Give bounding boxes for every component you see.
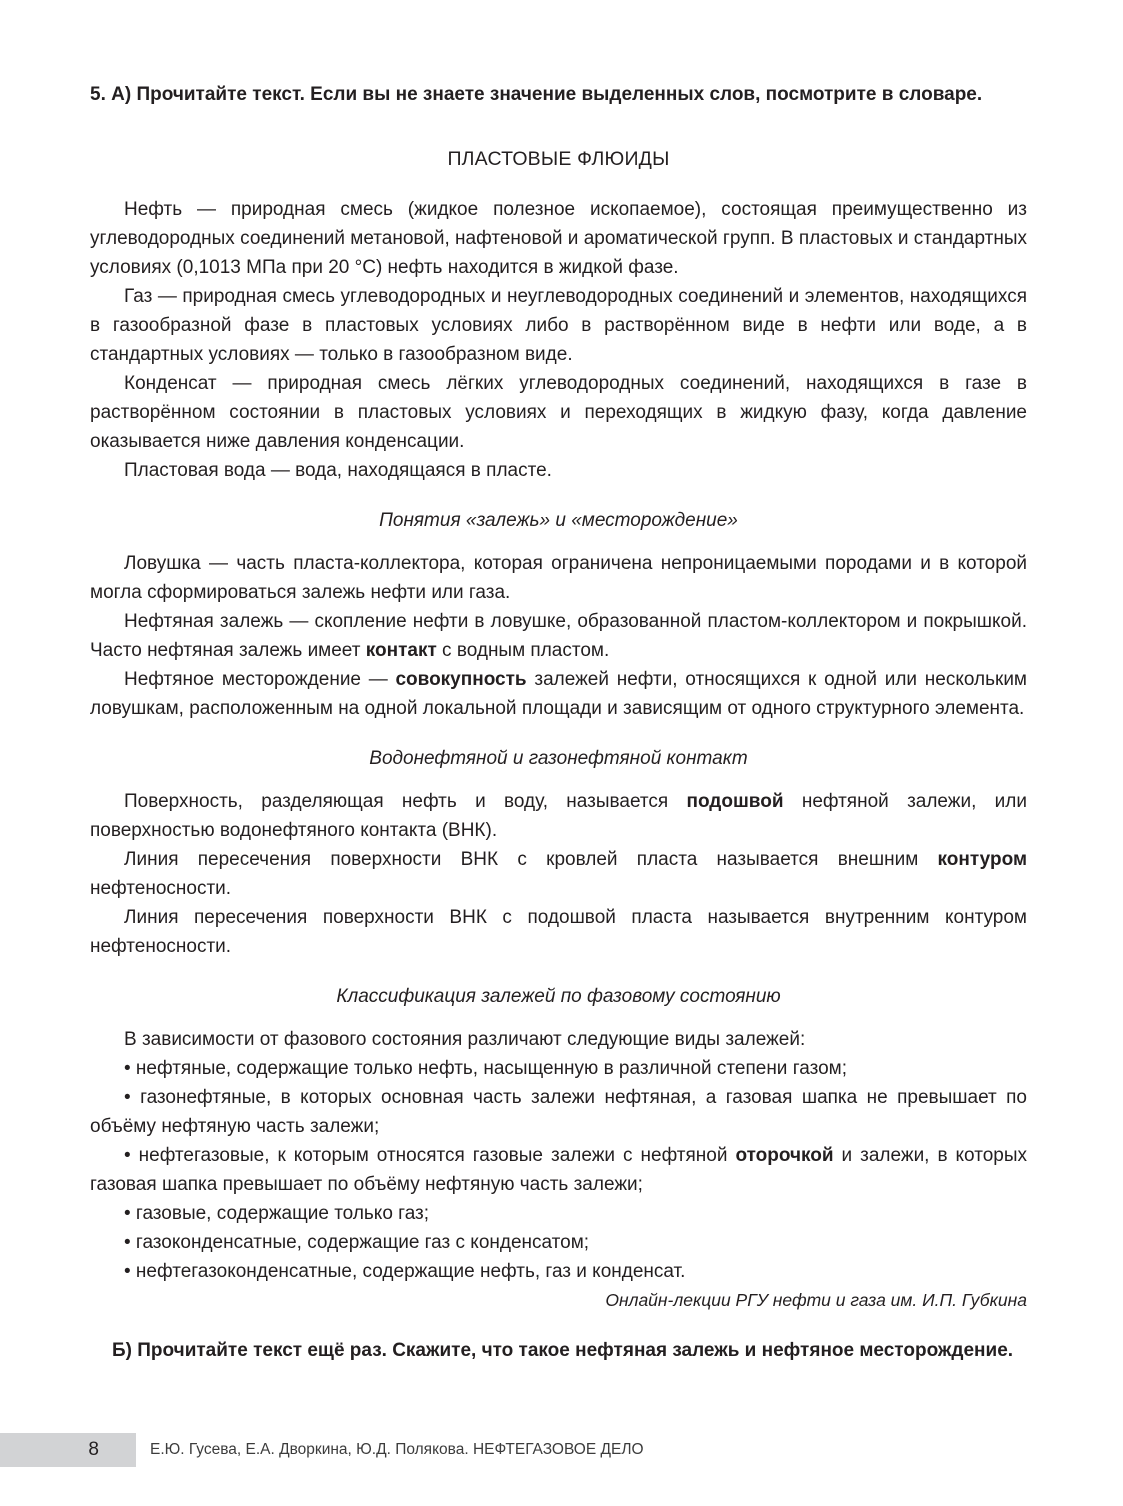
paragraph-formation-water: Пластовая вода — вода, находящаяся в пласте. xyxy=(124,460,552,481)
highlighted-word-contact: контакт xyxy=(365,640,437,661)
text-fragment: Поверхность, разделяющая нефть и воду, называется xyxy=(124,791,687,812)
paragraph-outer-contour xyxy=(90,845,1027,903)
section-heading-deposit-concepts: Понятия «залежь» и «месторождение» xyxy=(379,510,738,531)
highlighted-word-rim: оторочкой xyxy=(735,1145,834,1166)
highlighted-word-bottom: подошвой xyxy=(686,791,784,812)
page-number: 8 xyxy=(88,1439,99,1460)
section-heading-contacts: Водонефтяной и газонефтяной контакт xyxy=(369,748,748,769)
paragraph-owc-surface xyxy=(90,787,1027,845)
source-citation: Онлайн-лекции РГУ нефти и газа им. И.П. Губкина xyxy=(605,1290,1027,1310)
paragraph-oil-deposit xyxy=(90,607,1027,665)
paragraph-condensate: Конденсат — природная смесь лёгких углеводородных соединений, находящихся в газе в растворённом состоянии в пластовых условиях и переходящих в жидкую фазу, когда давление оказывается ниже давления конденсации. xyxy=(90,373,1027,452)
text-fragment: Линия пересечения поверхности ВНК с кровлей пласта называется внешним xyxy=(124,849,938,870)
text-fragment: и залежи, в которых газовая шапка превышает по объёму нефтяную часть залежи; xyxy=(90,1145,1027,1195)
paragraph-inner-contour: Линия пересечения поверхности ВНК с подошвой пласта называется внутренним контуром нефтеносности. xyxy=(90,907,1027,957)
paragraph-trap: Ловушка — часть пласта-коллектора, которая ограничена непроницаемыми породами и в которой могла сформироваться залежь нефти или газа. xyxy=(90,553,1027,603)
text-fragment: залежей нефти, относящихся к одной или нескольким ловушкам, расположенным на одной локальной площади и зависящим от одного структурного элемента. xyxy=(90,669,1027,719)
text-fragment: нефтяной залежи, или поверхностью водонефтяного контакта (ВНК). xyxy=(90,791,1027,841)
section-heading-classification: Классификация залежей по фазовому состоянию xyxy=(336,986,781,1007)
task-a-instruction: 5. А) Прочитайте текст. Если вы не знаете значение выделенных слов, посмотрите в словаре. xyxy=(90,84,983,105)
text-fragment: с водным пластом. xyxy=(436,640,610,661)
list-item-gas: • газовые, содержащие только газ; xyxy=(124,1203,430,1224)
page-footer xyxy=(0,1433,1123,1467)
text-fragment: • нефтегазовые, к которым относятся газовые залежи с нефтяной xyxy=(124,1145,736,1166)
list-item-oil-gas-condensate: • нефтегазоконденсатные, содержащие нефть, газ и конденсат. xyxy=(124,1261,686,1282)
paragraph-classification-intro: В зависимости от фазового состояния различают следующие виды залежей: xyxy=(124,1029,806,1050)
text-fragment: Нефтяная залежь — скопление нефти в ловушке, образованной пластом-коллектором и покрышкой. Часто нефтяная залежь имеет xyxy=(90,611,1027,661)
list-item-gas-condensate: • газоконденсатные, содержащие газ с конденсатом; xyxy=(124,1232,590,1253)
paragraph-oil-field xyxy=(90,665,1027,723)
page-number-box xyxy=(0,1433,136,1467)
highlighted-word-aggregate: совокупность xyxy=(395,669,527,690)
paragraph-gas: Газ — природная смесь углеводородных и неуглеводородных соединений и элементов, находящихся в газообразной фазе в пластовых условиях либо в растворённом виде в нефти или воде, а в стандартных условиях — только в газообразном виде. xyxy=(90,286,1027,365)
text-title: ПЛАСТОВЫЕ ФЛЮИДЫ xyxy=(447,148,670,170)
page-content xyxy=(90,80,1027,1365)
paragraph-oil: Нефть — природная смесь (жидкое полезное ископаемое), состоящая преимущественно из углеводородных соединений метановой, нафтеновой и ароматической групп. В пластовых и стандартных условиях (0,1013 МПа при 20 °С) нефть находится в жидкой фазе. xyxy=(90,199,1027,278)
task-b-instruction: Б) Прочитайте текст ещё раз. Скажите, что такое нефтяная залежь и нефтяное месторождение. xyxy=(112,1340,1014,1361)
list-item-oil-gas xyxy=(90,1141,1027,1199)
highlighted-word-contour: контуром xyxy=(937,849,1027,870)
list-item-oil: • нефтяные, содержащие только нефть, насыщенную в различной степени газом; xyxy=(124,1058,847,1079)
text-fragment: Нефтяное месторождение — xyxy=(124,669,396,690)
text-fragment: нефтеносности. xyxy=(90,878,232,899)
footer-book-title: Е.Ю. Гусева, Е.А. Дворкина, Ю.Д. Полякова. НЕФТЕГАЗОВОЕ ДЕЛО xyxy=(150,1441,644,1458)
list-item-gas-oil: • газонефтяные, в которых основная часть залежи нефтяная, а газовая шапка не превышает по объёму нефтяную часть залежи; xyxy=(90,1087,1027,1137)
